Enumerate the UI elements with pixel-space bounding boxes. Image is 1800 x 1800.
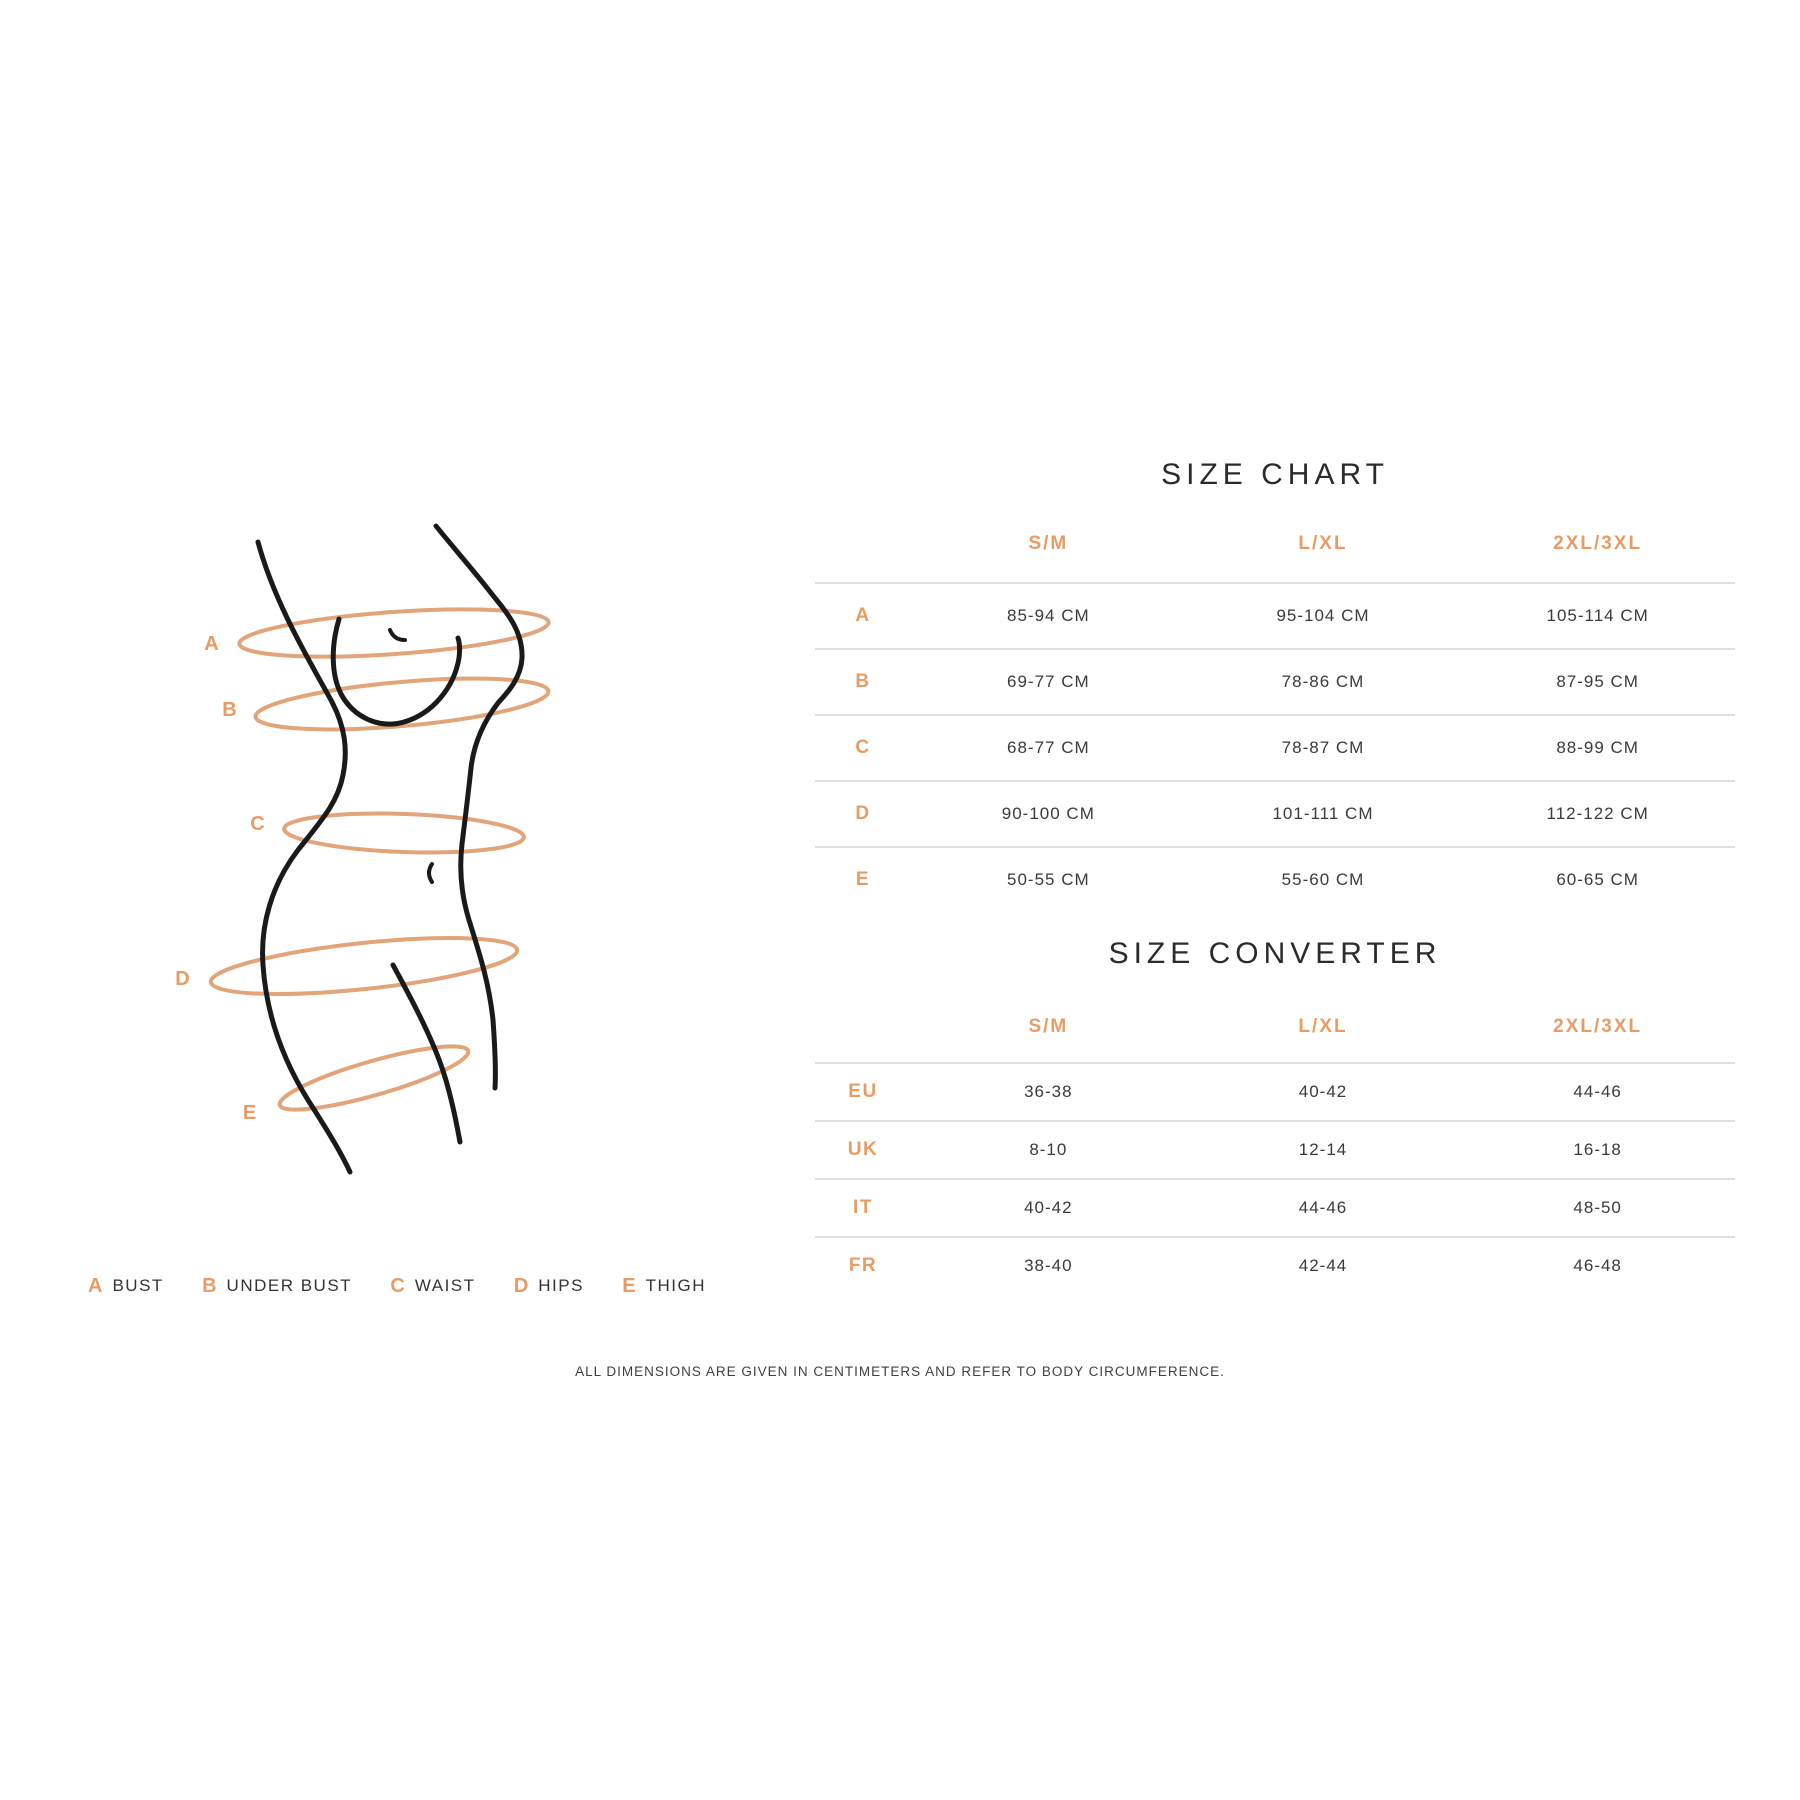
row-label: C bbox=[855, 737, 871, 758]
waist-measure-ellipse bbox=[283, 810, 524, 856]
legend-key: C bbox=[390, 1274, 406, 1297]
table-cell: 78-86 CM bbox=[1281, 672, 1365, 691]
size-converter-header-row bbox=[815, 1016, 1735, 1038]
row-label: E bbox=[855, 869, 871, 890]
nipple-mark bbox=[390, 630, 405, 640]
legend-item-waist bbox=[390, 1275, 475, 1298]
table-cell: 90-100 CM bbox=[1001, 804, 1095, 823]
size-converter-col-2xl3xl: 2XL/3XL bbox=[1553, 1016, 1643, 1037]
table-row-uk bbox=[815, 1120, 1735, 1178]
table-row-eu bbox=[815, 1062, 1735, 1120]
row-label: A bbox=[855, 605, 871, 626]
table-cell: 50-55 CM bbox=[1007, 870, 1090, 889]
size-chart-col-sm: S/M bbox=[1028, 533, 1069, 554]
table-cell: 105-114 CM bbox=[1546, 606, 1649, 625]
legend-label: WAIST bbox=[414, 1276, 476, 1295]
table-row-a bbox=[815, 582, 1735, 648]
table-cell: 68-77 CM bbox=[1007, 738, 1090, 757]
size-chart-header-row bbox=[815, 533, 1735, 555]
table-row-fr bbox=[815, 1236, 1735, 1294]
table-cell: 55-60 CM bbox=[1281, 870, 1365, 889]
legend-label: HIPS bbox=[538, 1276, 584, 1295]
row-label: D bbox=[855, 803, 871, 824]
row-label: EU bbox=[848, 1081, 878, 1102]
table-cell: 95-104 CM bbox=[1276, 606, 1370, 625]
legend-item-thigh bbox=[622, 1275, 706, 1298]
legend-key: B bbox=[202, 1274, 218, 1297]
table-cell: 78-87 CM bbox=[1281, 738, 1365, 757]
table-cell: 101-111 CM bbox=[1272, 804, 1374, 823]
size-converter-table bbox=[815, 1062, 1735, 1294]
legend-key: E bbox=[622, 1274, 637, 1297]
legend-item-under-bust bbox=[202, 1275, 352, 1298]
breast-curve bbox=[333, 619, 459, 724]
size-converter-title: SIZE CONVERTER bbox=[1108, 937, 1442, 970]
row-label: UK bbox=[847, 1139, 879, 1160]
table-row-c bbox=[815, 714, 1735, 780]
figure-label-bust: A bbox=[204, 633, 220, 655]
table-cell: 12-14 bbox=[1298, 1140, 1348, 1159]
figure-label-hips: D bbox=[175, 968, 191, 990]
table-cell: 85-94 CM bbox=[1007, 606, 1090, 625]
legend-label: THIGH bbox=[645, 1276, 706, 1295]
legend-label: BUST bbox=[112, 1276, 164, 1295]
size-chart-col-2xl3xl: 2XL/3XL bbox=[1553, 533, 1643, 554]
table-cell: 69-77 CM bbox=[1007, 672, 1090, 691]
legend-item-hips bbox=[514, 1275, 584, 1298]
legend-item-bust bbox=[88, 1275, 164, 1298]
legend-label: UNDER BUST bbox=[226, 1276, 353, 1295]
table-cell: 112-122 CM bbox=[1546, 804, 1649, 823]
size-chart-title: SIZE CHART bbox=[1161, 458, 1389, 491]
legend-key: A bbox=[88, 1274, 104, 1297]
table-cell: 42-44 bbox=[1298, 1256, 1348, 1275]
table-row-b bbox=[815, 648, 1735, 714]
table-cell: 36-38 bbox=[1024, 1082, 1073, 1101]
figure-label-thigh: E bbox=[242, 1102, 258, 1124]
under-bust-measure-ellipse bbox=[254, 669, 551, 738]
dimensions-footnote: ALL DIMENSIONS ARE GIVEN IN CENTIMETERS AND REFER TO BODY CIRCUMFERENCE. bbox=[575, 1364, 1225, 1379]
table-row-d bbox=[815, 780, 1735, 846]
table-cell: 8-10 bbox=[1029, 1140, 1068, 1159]
table-row-it bbox=[815, 1178, 1735, 1236]
table-cell: 87-95 CM bbox=[1556, 672, 1639, 691]
size-converter-col-sm: S/M bbox=[1028, 1016, 1069, 1037]
table-cell: 16-18 bbox=[1573, 1140, 1622, 1159]
body-measurement-diagram bbox=[100, 420, 660, 1280]
table-cell: 60-65 CM bbox=[1556, 870, 1639, 889]
table-cell: 88-99 CM bbox=[1556, 738, 1639, 757]
table-cell: 46-48 bbox=[1573, 1256, 1622, 1275]
measurement-legend bbox=[88, 1272, 706, 1300]
table-cell: 44-46 bbox=[1573, 1082, 1622, 1101]
legend-key: D bbox=[513, 1274, 530, 1297]
row-label: IT bbox=[853, 1197, 873, 1218]
row-label: B bbox=[855, 671, 871, 692]
row-label: FR bbox=[848, 1255, 878, 1276]
navel-mark bbox=[429, 864, 432, 882]
table-row-e bbox=[815, 846, 1735, 912]
table-cell: 38-40 bbox=[1024, 1256, 1073, 1275]
figure-label-waist: C bbox=[250, 813, 266, 835]
size-chart-table bbox=[815, 582, 1735, 912]
table-cell: 48-50 bbox=[1573, 1198, 1622, 1217]
table-cell: 40-42 bbox=[1024, 1198, 1073, 1217]
figure-label-under-bust: B bbox=[222, 699, 238, 721]
table-cell: 44-46 bbox=[1298, 1198, 1348, 1217]
table-cell: 40-42 bbox=[1298, 1082, 1348, 1101]
size-converter-col-lxl: L/XL bbox=[1298, 1016, 1348, 1037]
size-chart-col-lxl: L/XL bbox=[1298, 533, 1348, 554]
